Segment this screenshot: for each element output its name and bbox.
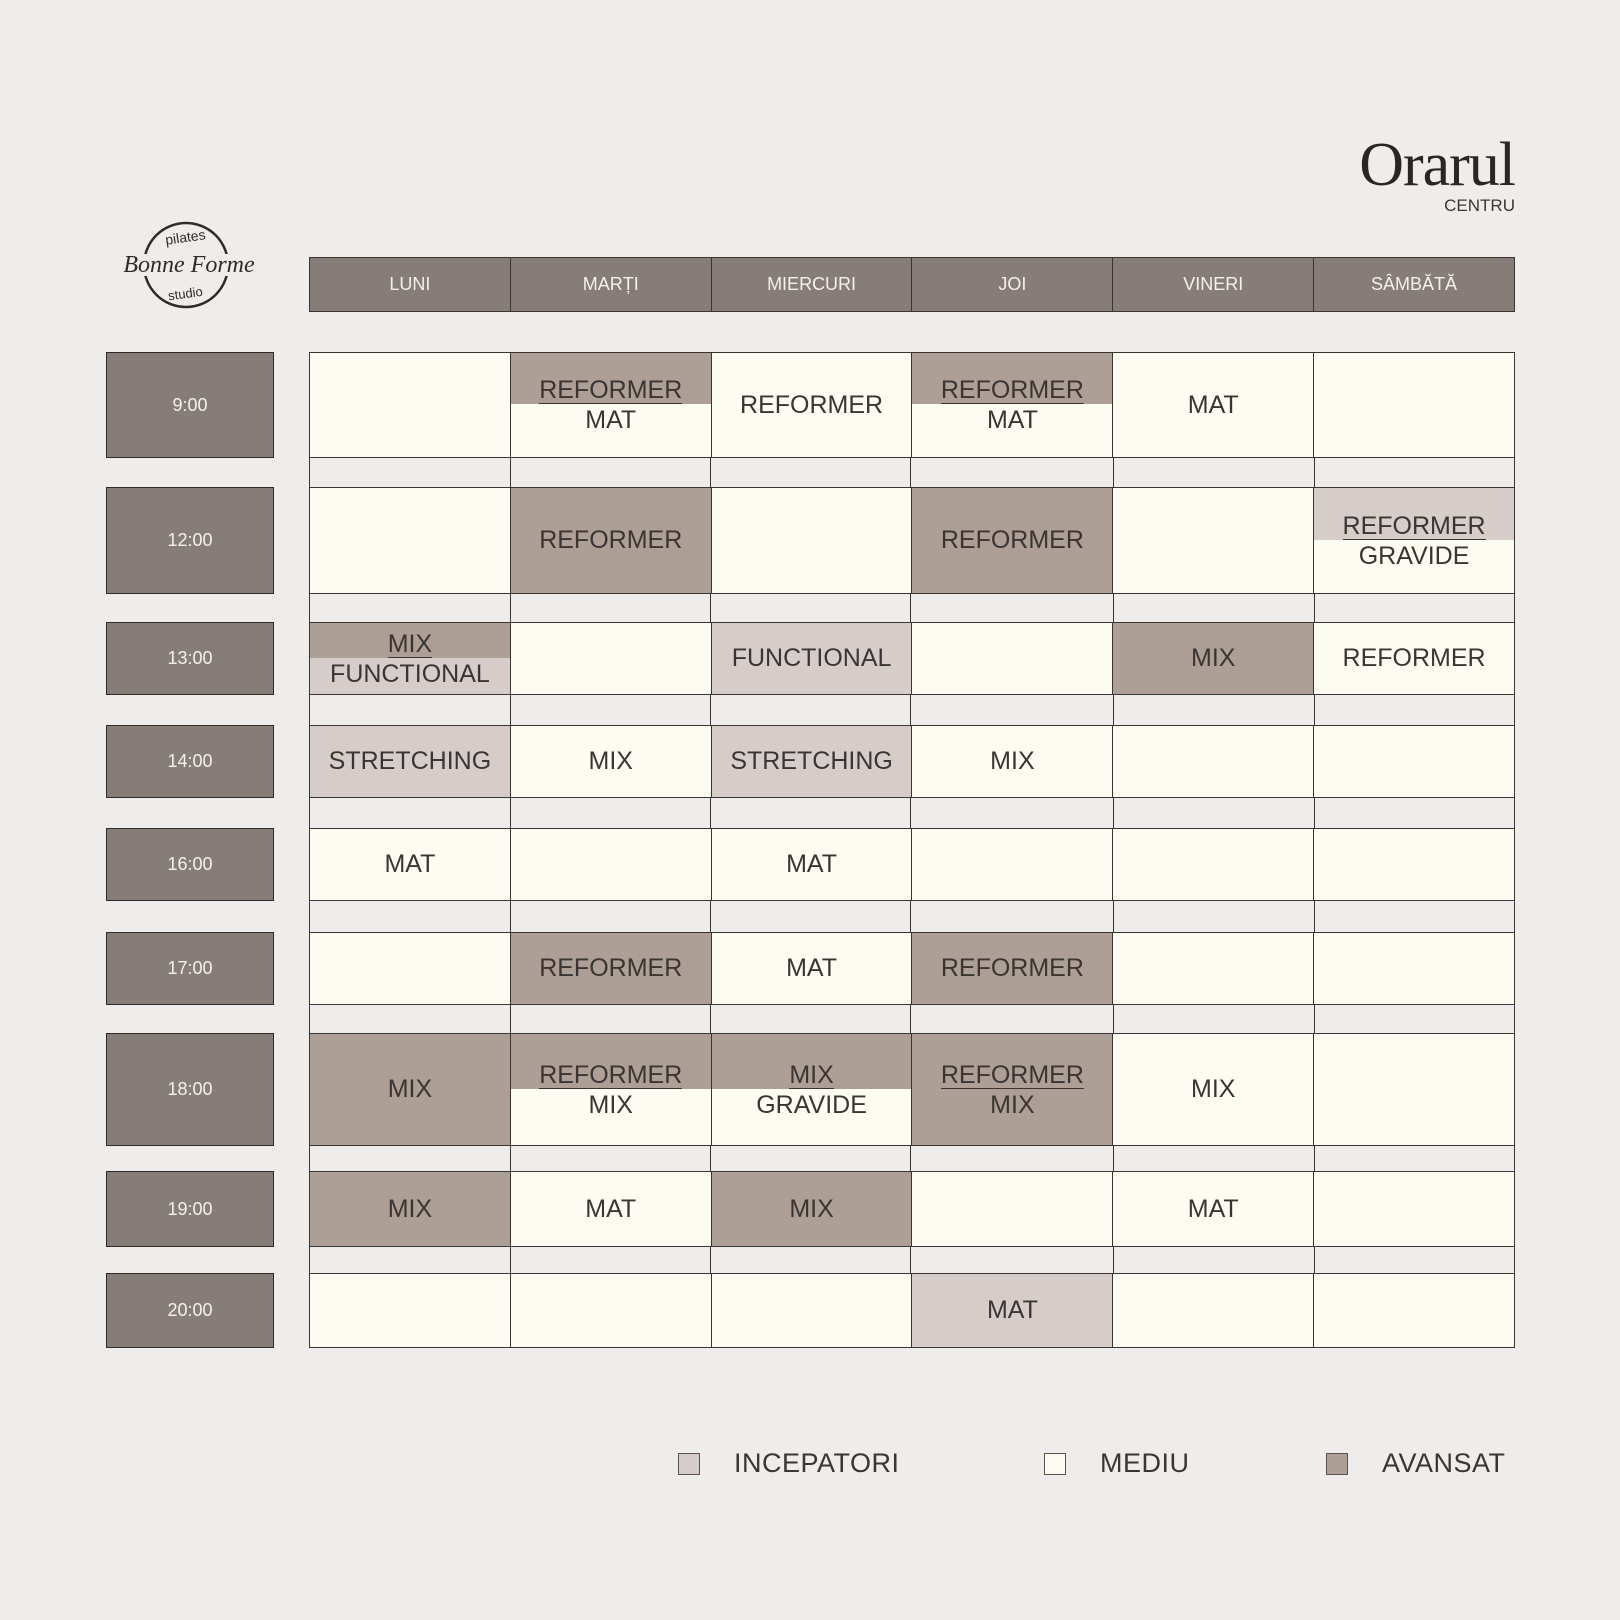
class-name: REFORMER <box>539 376 683 404</box>
class-cell <box>1314 623 1514 694</box>
class-cell <box>1113 488 1314 593</box>
class-name: REFORMER <box>539 954 683 982</box>
day-header-vineri: VINERI <box>1113 258 1314 311</box>
class-name <box>912 1172 1112 1246</box>
class-name <box>1113 1274 1313 1347</box>
legend-item-avansat <box>1326 1448 1506 1479</box>
day-header-luni: LUNI <box>310 258 511 311</box>
legend-swatch-incepatori <box>678 1453 700 1475</box>
class-cell <box>1113 623 1314 694</box>
class-cell <box>912 353 1113 457</box>
class-cell <box>1314 726 1514 797</box>
class-name: MIX <box>387 629 433 658</box>
class-cell <box>712 1172 913 1246</box>
class-name: MIX <box>588 1090 633 1119</box>
schedule-row <box>309 352 1515 458</box>
legend-item-incepatori <box>678 1448 900 1479</box>
schedule-row <box>309 932 1515 1005</box>
time-slot-label: 9:00 <box>106 352 274 458</box>
class-cell <box>1113 1034 1314 1145</box>
class-name: REFORMER <box>539 1060 683 1089</box>
class-name <box>511 623 711 694</box>
class-name <box>1314 1034 1514 1145</box>
day-header-joi: JOI <box>912 258 1113 311</box>
class-name: MAT <box>1187 1194 1239 1223</box>
class-name <box>1314 726 1514 797</box>
time-slot-label: 16:00 <box>106 828 274 901</box>
class-cell <box>712 726 913 797</box>
class-name: REFORMER <box>940 526 1084 554</box>
class-cell-bottom <box>1314 540 1514 594</box>
day-header-marti: MARȚI <box>511 258 712 311</box>
day-header-row <box>309 257 1515 312</box>
class-name <box>310 353 510 457</box>
class-name: REFORMER <box>1342 511 1486 540</box>
class-cell <box>712 353 913 457</box>
class-cell <box>912 1274 1113 1347</box>
schedule-row <box>309 725 1515 798</box>
class-cell <box>712 829 913 900</box>
class-cell-top <box>310 623 510 658</box>
class-name <box>1113 933 1313 1004</box>
class-cell-top <box>511 353 711 404</box>
class-cell-bottom <box>310 658 510 695</box>
class-cell <box>511 829 712 900</box>
class-cell <box>511 726 712 797</box>
time-slot-label: 12:00 <box>106 487 274 594</box>
class-cell <box>912 1034 1113 1145</box>
class-cell <box>310 1172 511 1246</box>
class-name: REFORMER <box>940 376 1084 404</box>
class-cell <box>912 1172 1113 1246</box>
schedule-row <box>309 622 1515 695</box>
class-name: MAT <box>786 850 838 878</box>
class-name: MIX <box>387 1075 433 1103</box>
class-cell-top <box>511 1034 711 1089</box>
class-cell <box>712 1274 913 1347</box>
class-cell <box>912 829 1113 900</box>
logo-bottom-text: studio <box>167 283 204 304</box>
class-cell-top <box>712 1034 912 1089</box>
logo-main-text: Bonne Forme <box>123 252 255 278</box>
class-cell <box>1314 933 1514 1004</box>
class-name: MIX <box>1191 644 1236 672</box>
class-name: FUNCTIONAL <box>330 659 490 688</box>
studio-logo <box>104 218 274 312</box>
legend-label-mediu: MEDIU <box>1100 1448 1190 1478</box>
class-name: REFORMER <box>940 1060 1084 1089</box>
legend-swatch-mediu <box>1044 1453 1066 1475</box>
time-slot-label: 18:00 <box>106 1033 274 1146</box>
schedule-row <box>309 487 1515 594</box>
class-name: MIX <box>990 747 1035 775</box>
class-cell <box>1314 1172 1514 1246</box>
class-name: MAT <box>786 954 838 982</box>
time-slot-label: 17:00 <box>106 932 274 1005</box>
class-name <box>712 488 912 593</box>
class-cell <box>511 623 712 694</box>
class-cell-bottom <box>511 1089 711 1146</box>
schedule-row <box>309 828 1515 901</box>
class-cell <box>1314 1274 1514 1347</box>
class-cell <box>511 1034 712 1145</box>
class-name: GRAVIDE <box>756 1090 867 1119</box>
legend-label-incepatori: INCEPATORI <box>734 1448 900 1478</box>
class-cell <box>1113 933 1314 1004</box>
class-name: STRETCHING <box>730 747 893 775</box>
schedule-row <box>309 1273 1515 1348</box>
class-name: MIX <box>990 1090 1035 1119</box>
class-name: MAT <box>384 850 436 878</box>
class-name <box>712 1274 912 1347</box>
class-name <box>912 623 1112 694</box>
schedule-row <box>309 1033 1515 1146</box>
class-cell <box>310 353 511 457</box>
class-name: REFORMER <box>539 526 683 554</box>
class-name: MIX <box>387 1194 433 1223</box>
class-cell-bottom <box>511 404 711 457</box>
class-name: REFORMER <box>740 390 884 419</box>
class-name <box>1113 488 1313 593</box>
class-cell-top <box>912 353 1112 404</box>
class-cell <box>511 353 712 457</box>
time-slot-label: 13:00 <box>106 622 274 695</box>
class-name <box>1314 933 1514 1004</box>
class-name: MAT <box>986 1296 1038 1324</box>
class-name <box>1113 829 1313 900</box>
class-name <box>511 829 711 900</box>
class-name: MAT <box>585 406 637 434</box>
class-cell <box>511 1274 712 1347</box>
class-name: MIX <box>789 1060 834 1089</box>
class-name: REFORMER <box>1342 644 1486 672</box>
class-name: MAT <box>986 406 1038 434</box>
class-name: MIX <box>789 1194 834 1223</box>
class-name <box>1314 829 1514 900</box>
day-header-miercuri: MIERCURI <box>712 258 913 311</box>
class-name <box>1314 1274 1514 1347</box>
class-cell <box>712 488 913 593</box>
class-name <box>310 933 510 1004</box>
class-name <box>511 1274 711 1347</box>
legend-swatch-avansat <box>1326 1453 1348 1475</box>
class-name: REFORMER <box>940 954 1084 982</box>
class-cell <box>1113 1172 1314 1246</box>
class-cell <box>1314 829 1514 900</box>
class-cell <box>712 1034 913 1145</box>
class-name <box>1314 353 1514 457</box>
class-name: GRAVIDE <box>1358 541 1470 570</box>
time-slot-label: 20:00 <box>106 1273 274 1348</box>
page-title: Orarul <box>1359 131 1515 199</box>
class-cell <box>511 488 712 593</box>
class-cell <box>1314 353 1514 457</box>
class-cell <box>511 933 712 1004</box>
class-cell <box>1113 353 1314 457</box>
class-name: STRETCHING <box>328 747 492 775</box>
legend-item-mediu <box>1044 1448 1190 1479</box>
class-name <box>1113 726 1313 797</box>
class-cell <box>912 726 1113 797</box>
class-cell <box>712 933 913 1004</box>
legend-label-avansat: AVANSAT <box>1382 1448 1506 1478</box>
class-cell <box>310 1274 511 1347</box>
class-name <box>912 829 1112 900</box>
day-header-sambata: SÂMBĂTĂ <box>1314 258 1514 311</box>
class-cell-top <box>912 1034 1112 1089</box>
class-name <box>310 1274 510 1347</box>
class-cell <box>912 623 1113 694</box>
class-cell <box>1314 1034 1514 1145</box>
class-cell <box>1113 829 1314 900</box>
class-cell <box>1314 488 1514 593</box>
time-slot-label: 19:00 <box>106 1171 274 1247</box>
class-cell <box>310 1034 511 1145</box>
class-cell-bottom <box>912 404 1112 457</box>
class-cell <box>1113 726 1314 797</box>
class-cell-top <box>1314 488 1514 540</box>
class-name: FUNCTIONAL <box>731 644 892 672</box>
class-name <box>1314 1172 1514 1246</box>
class-cell <box>310 488 511 593</box>
class-cell <box>310 933 511 1004</box>
class-name <box>310 488 510 593</box>
class-cell <box>310 623 511 694</box>
logo-top-text: pilates <box>164 226 207 248</box>
class-name: MAT <box>585 1194 637 1223</box>
class-cell-bottom <box>912 1089 1112 1146</box>
class-name: MAT <box>1187 390 1239 419</box>
class-cell <box>1113 1274 1314 1347</box>
class-name: MIX <box>1191 1075 1236 1103</box>
class-cell <box>310 829 511 900</box>
class-cell <box>511 1172 712 1246</box>
time-slot-label: 14:00 <box>106 725 274 798</box>
schedule-row <box>309 1171 1515 1247</box>
class-cell <box>912 933 1113 1004</box>
class-cell <box>912 488 1113 593</box>
class-name: MIX <box>588 747 633 775</box>
class-cell <box>310 726 511 797</box>
page-subtitle: CENTRU <box>1444 196 1515 215</box>
class-cell <box>712 623 913 694</box>
class-cell-bottom <box>712 1089 912 1146</box>
